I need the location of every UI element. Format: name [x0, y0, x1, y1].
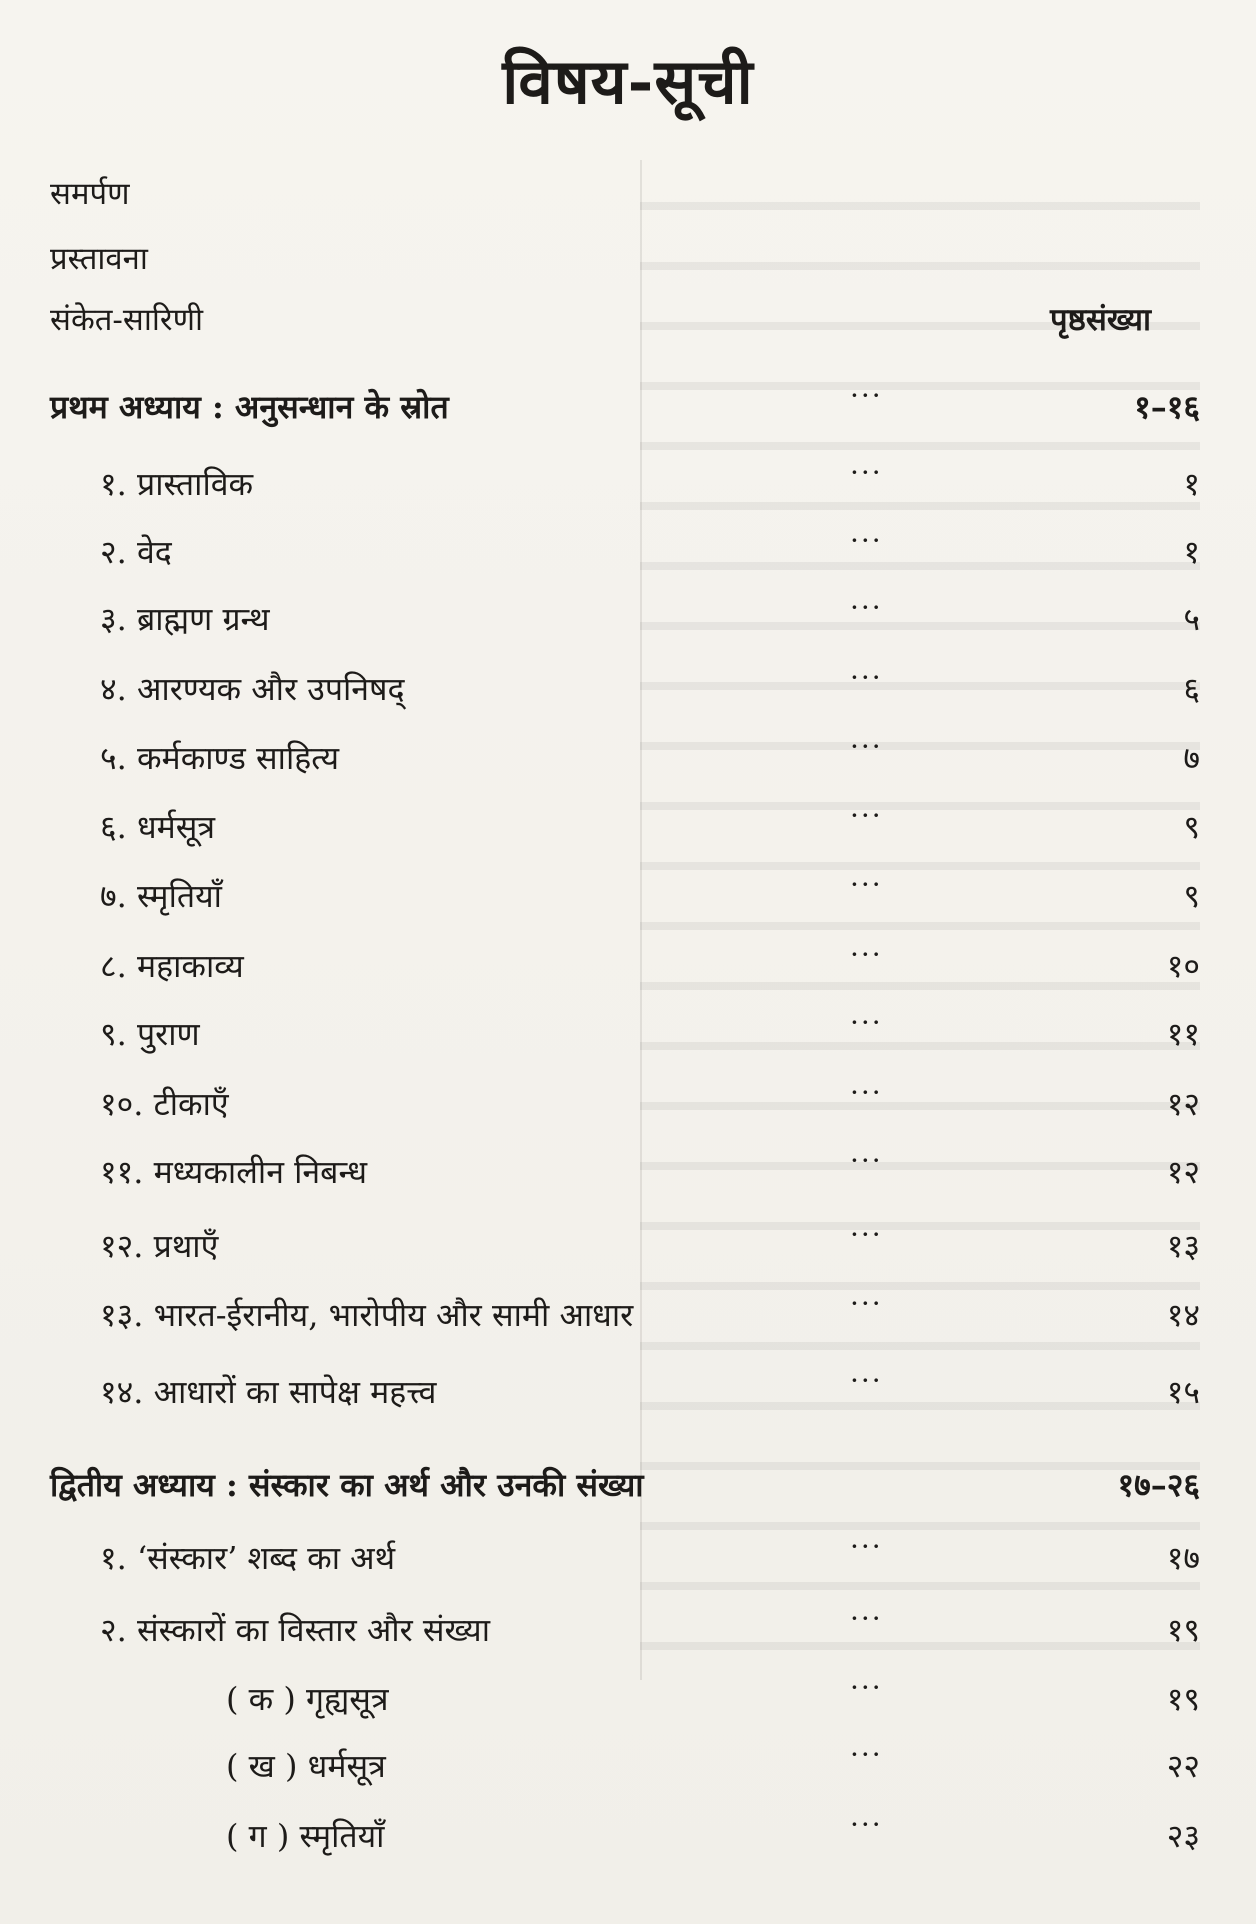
toc-row — [0, 1530, 1256, 1584]
toc-row — [0, 1602, 1256, 1656]
toc-page-number: १७–२६ — [1117, 1466, 1200, 1504]
front-matter-dedication: समर्पण — [50, 176, 130, 212]
toc-label: ( क ) गृह्यसूत्र — [226, 1680, 389, 1718]
toc-label: १. ‘संस्कार’ शब्द का अर्थ — [100, 1539, 396, 1577]
leader-dots: ··· — [850, 1602, 883, 1635]
toc-row — [0, 456, 1256, 510]
leader-dots: ··· — [850, 1671, 883, 1704]
leader-dots: ··· — [850, 1076, 883, 1109]
leader-dots: ··· — [850, 1364, 883, 1397]
toc-page-number: ७ — [1183, 739, 1200, 777]
toc-row — [0, 868, 1256, 922]
toc-page-number: ९ — [1183, 877, 1200, 915]
toc-label: ९. पुराण — [100, 1015, 200, 1053]
toc-page-number: १३ — [1166, 1227, 1200, 1265]
toc-label: प्रथम अध्याय : अनुसन्धान के स्रोत — [50, 388, 449, 426]
leader-dots: ··· — [850, 379, 883, 412]
toc-page-number: १७ — [1166, 1539, 1200, 1577]
toc-row — [0, 1006, 1256, 1060]
leader-dots: ··· — [850, 591, 883, 624]
toc-label: १३. भारत-ईरानीय, भारोपीय और सामी आधार — [100, 1296, 634, 1334]
toc-page-number: ११ — [1166, 1015, 1200, 1053]
toc-label: ११. मध्यकालीन निबन्ध — [100, 1153, 367, 1191]
toc-page-number: १५ — [1166, 1373, 1200, 1411]
toc-row — [0, 661, 1256, 715]
toc-label: ३. ब्राह्मण ग्रन्थ — [100, 600, 270, 638]
leader-dots: ··· — [850, 456, 883, 489]
toc-label: ४. आरण्यक और उपनिषद् — [100, 670, 405, 708]
toc-page-number: १ — [1183, 465, 1200, 503]
page-number-header: पृष्ठसंख्या — [1050, 302, 1151, 338]
toc-chapter-row — [0, 1463, 1256, 1511]
toc-page-number: १० — [1166, 947, 1200, 985]
toc-page-number: १–१६ — [1134, 388, 1200, 426]
toc-label: द्वितीय अध्याय : संस्कार का अर्थ और उनकी संख्या — [50, 1466, 644, 1504]
toc-page-number: ५ — [1183, 600, 1200, 638]
leader-dots: ··· — [850, 1530, 883, 1563]
toc-row — [0, 938, 1256, 992]
leader-dots: ··· — [850, 661, 883, 694]
toc-page-number: १९ — [1166, 1611, 1200, 1649]
leader-dots: ··· — [850, 1006, 883, 1039]
toc-label: १२. प्रथाएँ — [100, 1227, 219, 1265]
leader-dots: ··· — [850, 1738, 883, 1771]
toc-row — [0, 1218, 1256, 1272]
leader-dots: ··· — [850, 1808, 883, 1841]
toc-row — [0, 1738, 1256, 1792]
front-matter-preface: प्रस्तावना — [50, 241, 148, 277]
toc-page-number: १२ — [1166, 1085, 1200, 1123]
toc-page-number: ९ — [1183, 808, 1200, 846]
page-title: विषय-सूची — [502, 45, 754, 118]
leader-dots: ··· — [850, 1144, 883, 1177]
toc-page-number: २३ — [1166, 1817, 1200, 1855]
toc-label: २. संस्कारों का विस्तार और संख्या — [100, 1611, 491, 1649]
toc-label: ( ग ) स्मृतियाँ — [226, 1817, 385, 1855]
toc-row — [0, 524, 1256, 578]
leader-dots: ··· — [850, 1287, 883, 1320]
toc-row — [0, 1364, 1256, 1418]
leader-dots: ··· — [850, 868, 883, 901]
toc-row — [0, 1808, 1256, 1862]
toc-label: २. वेद — [100, 533, 172, 571]
leader-dots: ··· — [850, 524, 883, 557]
toc-label: १. प्रास्ताविक — [100, 465, 254, 503]
toc-row — [0, 1671, 1256, 1725]
toc-row — [0, 799, 1256, 853]
toc-row — [0, 591, 1256, 645]
toc-chapter-row — [0, 379, 1256, 433]
toc-label: ५. कर्मकाण्ड साहित्य — [100, 739, 340, 777]
toc-label: ( ख ) धर्मसूत्र — [226, 1747, 386, 1785]
toc-row — [0, 1144, 1256, 1198]
toc-row — [0, 1287, 1256, 1341]
toc-label: १४. आधारों का सापेक्ष महत्त्व — [100, 1373, 437, 1411]
leader-dots: ··· — [850, 938, 883, 971]
toc-label: ८. महाकाव्य — [100, 947, 244, 985]
toc-row — [0, 1076, 1256, 1130]
toc-page-number: १२ — [1166, 1153, 1200, 1191]
toc-page-number: १९ — [1166, 1680, 1200, 1718]
leader-dots: ··· — [850, 1218, 883, 1251]
toc-label: १०. टीकाएँ — [100, 1085, 229, 1123]
toc-page-number: ६ — [1183, 670, 1200, 708]
toc-page-number: २२ — [1166, 1747, 1200, 1785]
leader-dots: ··· — [850, 799, 883, 832]
leader-dots: ··· — [850, 730, 883, 763]
toc-label: ६. धर्मसूत्र — [100, 808, 216, 846]
toc-page-number: १४ — [1166, 1296, 1200, 1334]
toc-page-number: १ — [1183, 533, 1200, 571]
toc-label: ७. स्मृतियाँ — [100, 877, 222, 915]
toc-row — [0, 730, 1256, 784]
front-matter-abbreviations: संकेत-सारिणी — [50, 302, 204, 338]
